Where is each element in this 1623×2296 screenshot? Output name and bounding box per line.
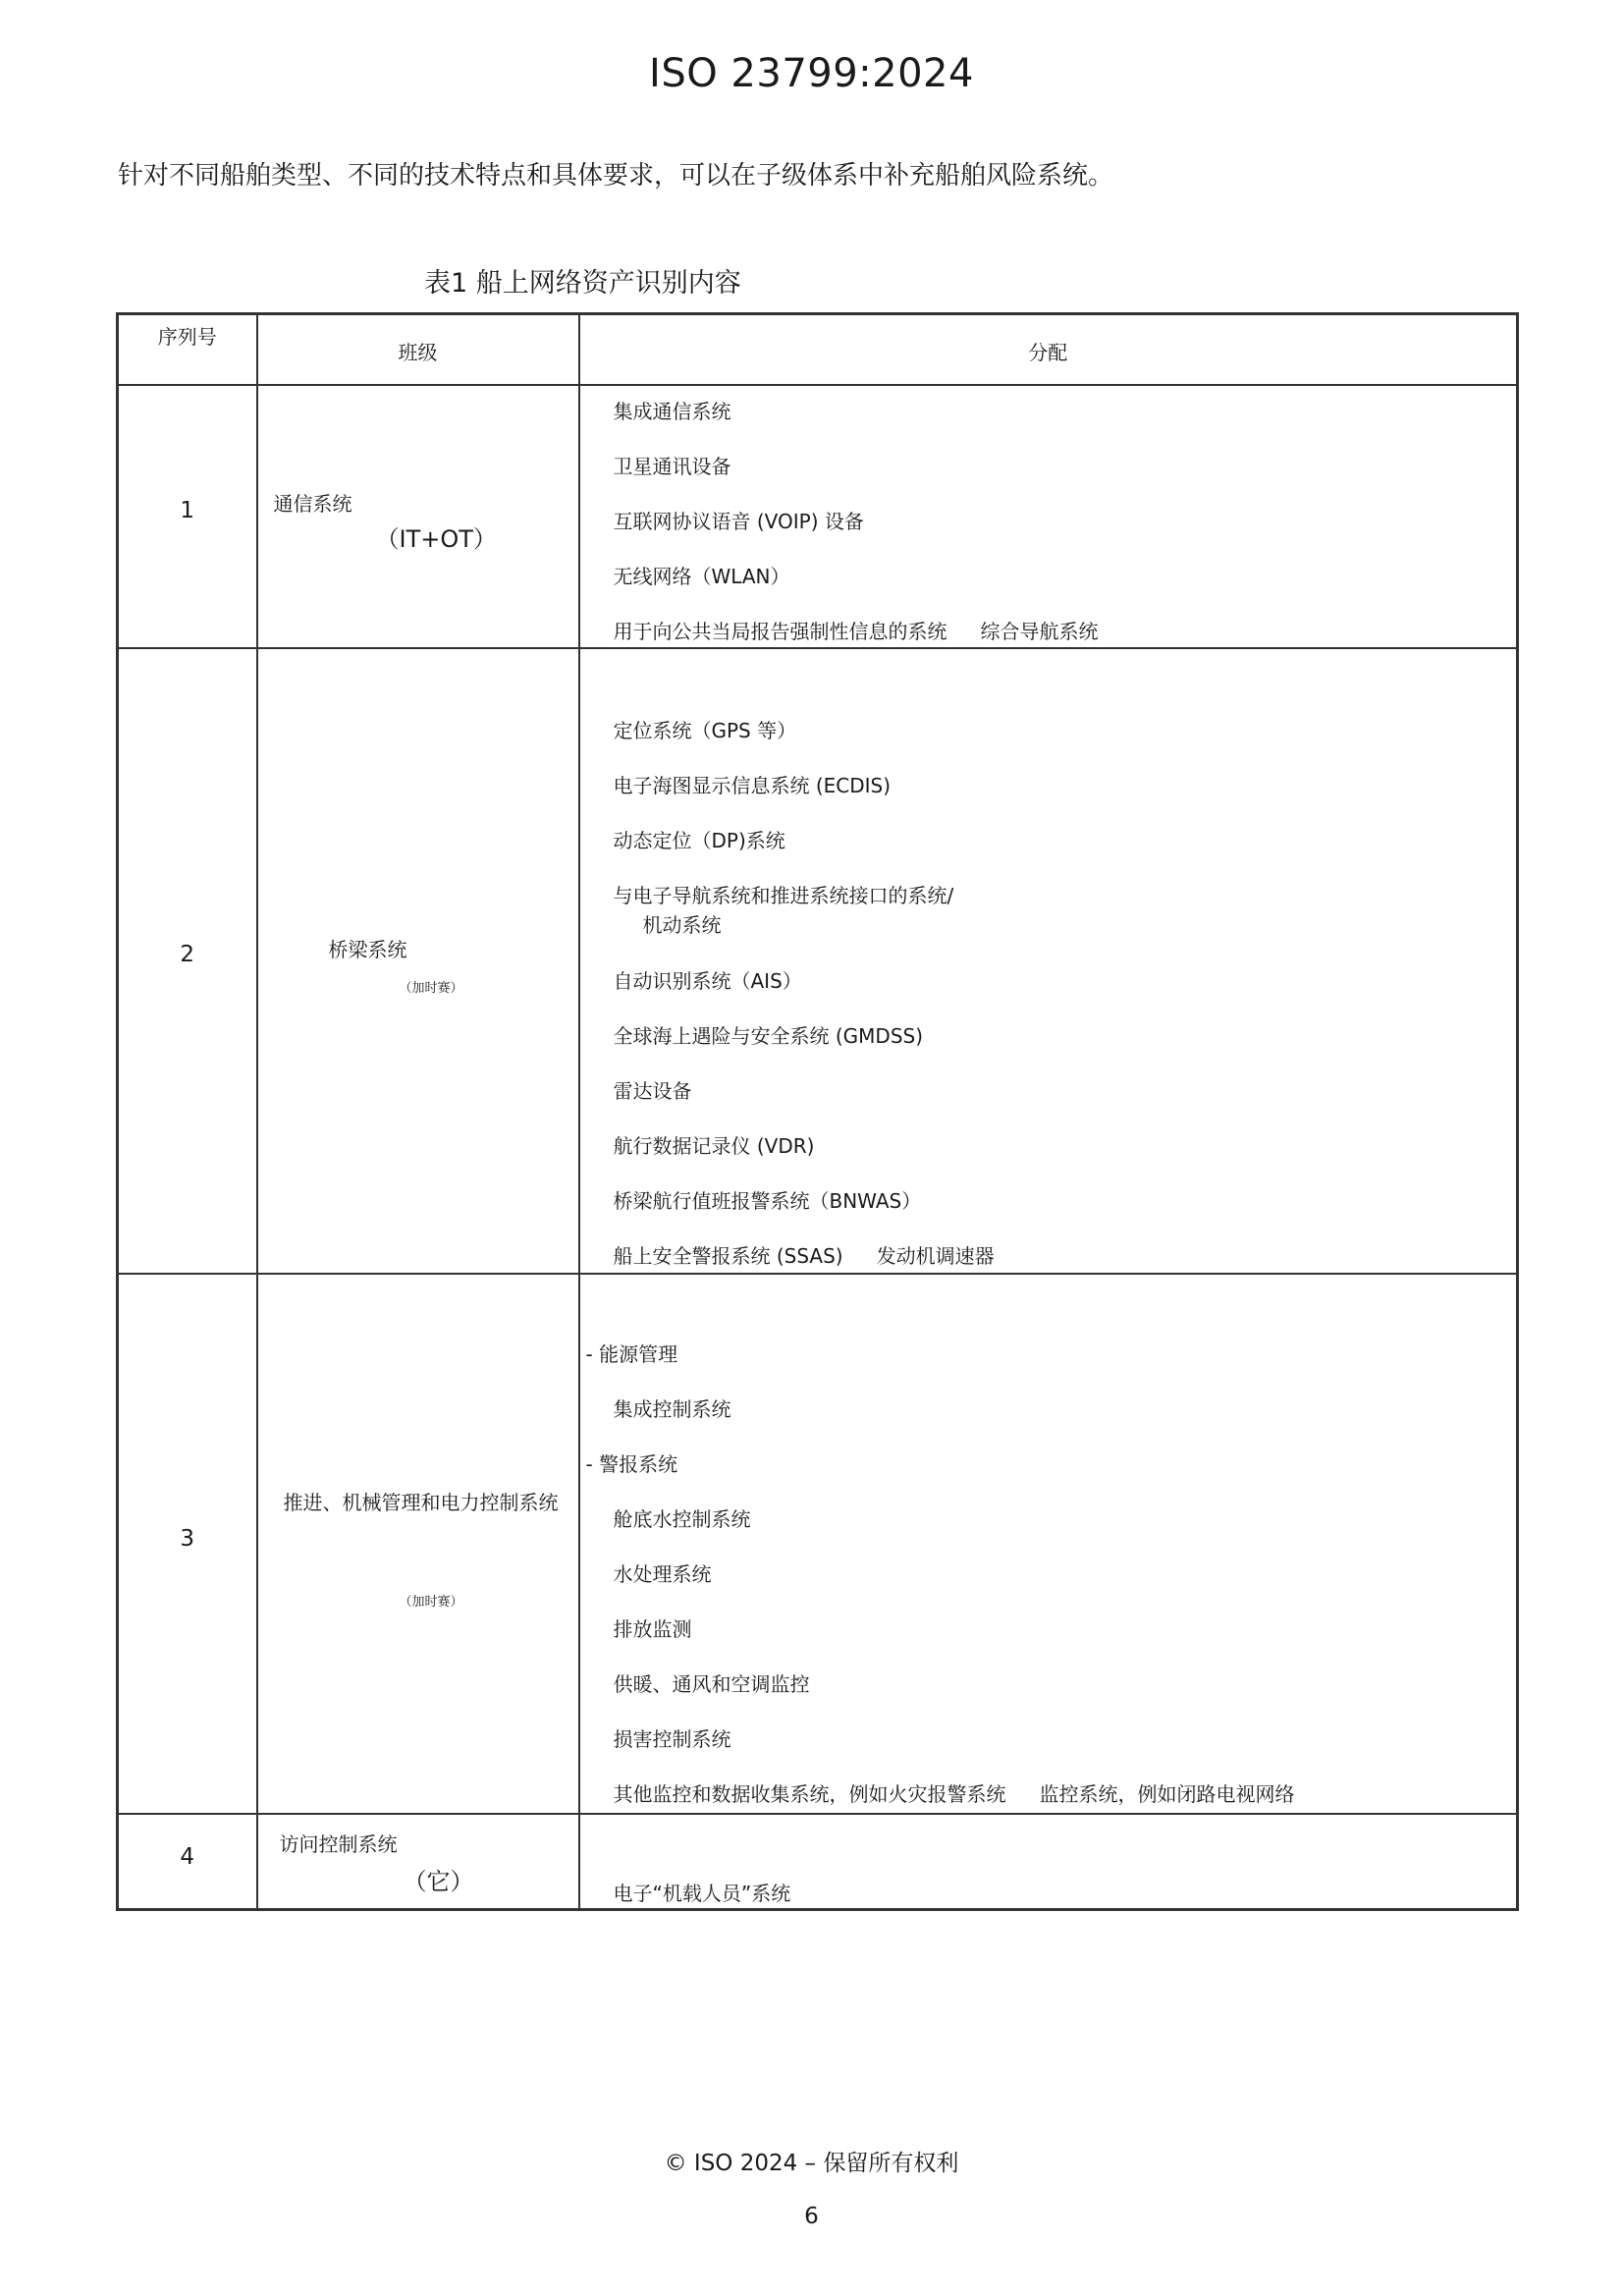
copyright-footer: © ISO 2024 – 保留所有权利 [664, 2151, 959, 2176]
class-name: 通信系统 [273, 491, 352, 516]
table-row [118, 385, 1518, 648]
list-item: 无线网络（WLAN） [613, 564, 790, 588]
list-item: 卫星通讯设备 [613, 454, 731, 478]
row-class [257, 648, 579, 1274]
row-seq: 2 [118, 648, 257, 1274]
list-item: - 警报系统 [585, 1451, 678, 1476]
row-assign [579, 1814, 1518, 1910]
table-row [118, 1274, 1518, 1814]
row-class [257, 1274, 579, 1814]
list-item: 用于向公共当局报告强制性信息的系统 综合导航系统 [613, 619, 1099, 643]
list-item: 定位系统（GPS 等） [613, 718, 797, 742]
class-name: 桥梁系统 [328, 937, 407, 961]
list-item: - 能源管理 [585, 1341, 678, 1366]
list-item: 其他监控和数据收集系统，例如火灾报警系统 监控系统，例如闭路电视网络 [613, 1781, 1295, 1806]
list-item: 自动识别系统（AIS） [613, 968, 802, 993]
class-note: （加时赛） [399, 980, 463, 996]
class-name: 推进、机械管理和电力控制系统 [283, 1490, 559, 1514]
list-item: 供暖、通风和空调监控 [613, 1671, 810, 1696]
table-caption: 表1 船上网络资产识别内容 [424, 268, 741, 299]
list-item: 桥梁航行值班报警系统（BNWAS） [613, 1188, 922, 1213]
document-header: ISO 23799:2024 [649, 51, 974, 96]
list-item: 排放监测 [613, 1616, 692, 1641]
row-seq: 1 [118, 385, 257, 648]
class-subtitle: （IT+OT） [375, 524, 497, 553]
table-header-row [118, 314, 1518, 385]
class-name: 访问控制系统 [279, 1831, 398, 1856]
class-subtitle: （它） [403, 1867, 474, 1895]
row-assign [579, 385, 1518, 648]
list-item: 电子“机载人员”系统 [613, 1881, 791, 1905]
row-class [257, 1814, 579, 1910]
header-seq: 序列号 [118, 314, 257, 385]
header-assign: 分配 [579, 314, 1518, 385]
list-item: 互联网协议语音 (VOIP) 设备 [613, 509, 864, 533]
header-class: 班级 [257, 314, 579, 385]
list-item: 集成通信系统 [613, 399, 731, 423]
table-row [118, 1814, 1518, 1910]
list-item: 损害控制系统 [613, 1726, 731, 1751]
list-item: 舱底水控制系统 [613, 1506, 751, 1531]
list-item: 电子海图显示信息系统 (ECDIS) [613, 773, 892, 797]
list-item: 雷达设备 [613, 1078, 692, 1103]
table-row [118, 648, 1518, 1274]
list-item: 与电子导航系统和推进系统接口的系统/ [613, 883, 954, 907]
row-seq: 3 [118, 1274, 257, 1814]
list-item: 动态定位（DP)系统 [613, 828, 785, 852]
row-assign [579, 1274, 1518, 1814]
list-item: 全球海上遇险与安全系统 (GMDSS) [613, 1023, 924, 1048]
intro-paragraph: 针对不同船舶类型、不同的技术特点和具体要求，可以在子级体系中补充船舶风险系统。 [118, 161, 1114, 191]
asset-table [116, 312, 1519, 1911]
page-number: 6 [804, 2204, 819, 2229]
list-item: 机动系统 [642, 912, 722, 937]
class-note: （加时赛） [399, 1594, 463, 1610]
list-item: 水处理系统 [613, 1561, 712, 1586]
row-seq: 4 [118, 1814, 257, 1910]
row-assign [579, 648, 1518, 1274]
list-item: 航行数据记录仪 (VDR) [613, 1133, 815, 1158]
list-item: 船上安全警报系统 (SSAS) 发动机调速器 [613, 1243, 995, 1268]
list-item: 集成控制系统 [613, 1396, 731, 1421]
row-class [257, 385, 579, 648]
